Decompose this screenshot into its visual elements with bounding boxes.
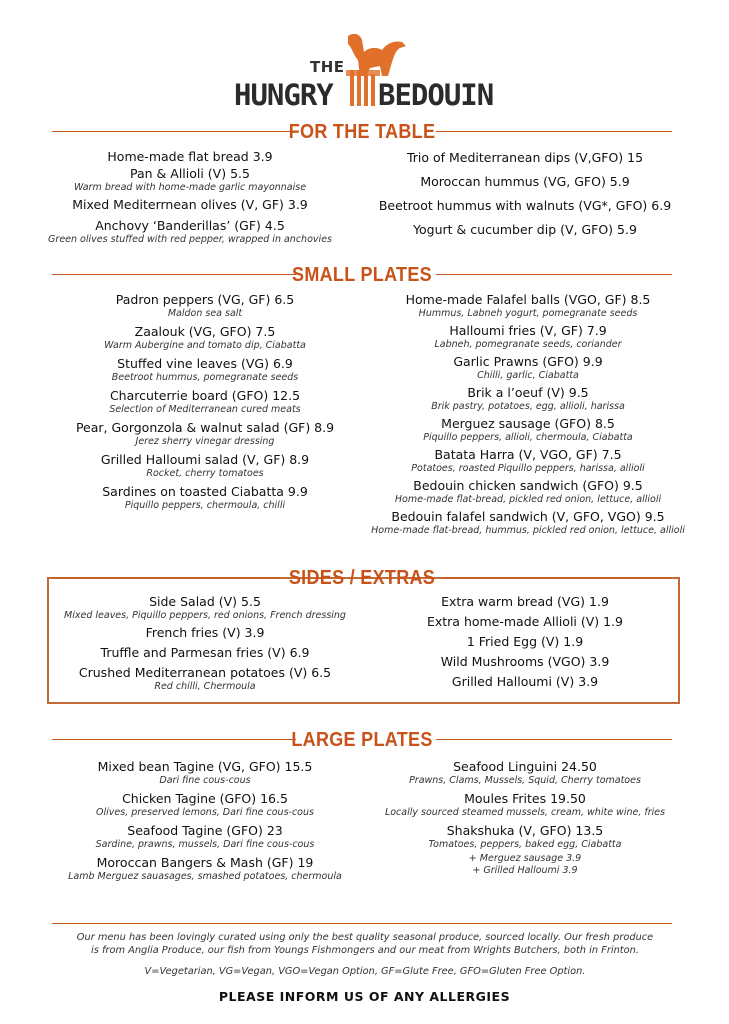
menu-item: Grilled Halloumi (V) 3.9: [451, 674, 599, 689]
small-plates-left: [40, 291, 370, 514]
menu-item: Shakshuka (V, GFO) 13.5: [446, 823, 604, 838]
menu-item-desc: Locally sourced steamed mussels, cream, white wine, fries: [384, 807, 666, 818]
menu-item: Chicken Tagine (GFO) 16.5: [122, 791, 288, 806]
menu-item: Yogurt & cucumber dip (V, GFO) 5.9: [413, 222, 637, 237]
menu-item: Seafood Linguini 24.50: [453, 759, 597, 774]
menu-item-desc: Tomatoes, peppers, baked egg, Ciabatta: [428, 839, 622, 850]
menu-item-desc: Home-made flat-bread, hummus, pickled red onion, lettuce, allioli: [371, 525, 685, 536]
section-title: FOR THE TABLE: [288, 119, 436, 143]
menu-item-desc: Olives, preserved lemons, Dari fine cous-cous: [96, 807, 314, 818]
menu-item: Sardines on toasted Ciabatta 9.9: [102, 484, 308, 499]
menu-item: Batata Harra (V, VGO, GF) 7.5: [434, 447, 622, 462]
menu-item-desc: Green olives stuffed with red pepper, wrapped in anchovies: [48, 234, 332, 245]
menu-item: Padron peppers (VG, GF) 6.5: [115, 292, 295, 307]
menu-item: Pear, Gorgonzola & walnut salad (GF) 8.9: [75, 420, 335, 435]
menu-item-desc: Jerez sherry vinegar dressing: [135, 436, 275, 447]
footer-divider: [52, 923, 672, 924]
menu-item-desc: Brik pastry, potatoes, egg, allioli, harissa: [431, 401, 625, 412]
menu-item: Garlic Prawns (GFO) 9.9: [453, 354, 603, 369]
section-for-the-table: [52, 121, 672, 143]
menu-item-desc: Chilli, garlic, Ciabatta: [477, 370, 579, 381]
menu-item: Mixed bean Tagine (VG, GFO) 15.5: [97, 759, 313, 774]
menu-item: Stuffed vine leaves (VG) 6.9: [117, 356, 293, 371]
section-title: SIDES / EXTRAS: [288, 565, 436, 589]
menu-item: Bedouin chicken sandwich (GFO) 9.5: [413, 478, 643, 493]
menu-item-desc: Hummus, Labneh yogurt, pomegranate seeds: [418, 308, 638, 319]
for-the-table-left: [40, 148, 340, 248]
menu-item: Side Salad (V) 5.5: [149, 594, 261, 609]
menu-item: Wild Mushrooms (VGO) 3.9: [440, 654, 610, 669]
menu-item: Brik a l’oeuf (V) 9.5: [467, 385, 589, 400]
menu-item: Mixed Mediterrnean olives (V, GF) 3.9: [72, 197, 308, 212]
menu-item: Moules Frites 19.50: [464, 791, 586, 806]
section-title: LARGE PLATES: [291, 727, 433, 751]
menu-item-desc: Prawns, Clams, Mussels, Squid, Cherry tomatoes: [409, 775, 641, 786]
logo-hungry: HUNGRY: [234, 78, 333, 112]
menu-item: Zaalouk (VG, GFO) 7.5: [134, 324, 276, 339]
small-plates-right: [360, 291, 696, 539]
menu-item-desc: Sardine, prawns, mussels, Dari fine cous-cous: [95, 839, 315, 850]
menu-item-desc: Labneh, pomegranate seeds, coriander: [434, 339, 622, 350]
sides-right: [370, 593, 680, 693]
menu-item: Halloumi fries (V, GF) 7.9: [449, 323, 607, 338]
menu-item: Grilled Halloumi salad (V, GF) 8.9: [100, 452, 310, 467]
menu-item: Extra home-made Allioli (V) 1.9: [426, 614, 624, 629]
menu-item-desc: Home-made flat-bread, pickled red onion, lettuce, allioli: [394, 494, 662, 505]
menu-item: Bedouin falafel sandwich (V, GFO, VGO) 9.5: [391, 509, 665, 524]
menu-item: Pan & Allioli (V) 5.5: [130, 166, 250, 181]
logo: [230, 30, 500, 112]
menu-item: Moroccan hummus (VG, GFO) 5.9: [420, 174, 630, 189]
footer-legend: V=Vegetarian, VG=Vegan, VGO=Vegan Option, GF=Glute Free, GFO=Gluten Free Option.: [144, 966, 586, 977]
footer-text: [40, 931, 690, 978]
menu-item: Trio of Mediterranean dips (V,GFO) 15: [406, 150, 644, 165]
menu-item: Moroccan Bangers & Mash (GF) 19: [96, 855, 314, 870]
logo-bedouin: BEDOUIN: [378, 78, 494, 112]
menu-item-desc: Beetroot hummus, pomegranate seeds: [111, 372, 299, 383]
addon-item: + Merguez sausage 3.9: [468, 853, 582, 864]
footer-line: is from Anglia Produce, our fish from Youngs Fishmongers and our meat from Wrights Butchers, both in Frinton.: [91, 945, 639, 956]
menu-item: Extra warm bread (VG) 1.9: [441, 594, 609, 609]
menu-item-desc: Maldon sea salt: [167, 308, 243, 319]
menu-item-desc: Piquillo peppers, allioli, chermoula, Ciabatta: [423, 432, 633, 443]
footer-line: Our menu has been lovingly curated using only the best quality seasonal produce, sourced locally. Our fresh produce: [76, 932, 654, 943]
menu-item: Seafood Tagine (GFO) 23: [127, 823, 283, 838]
addon-item: + Grilled Halloumi 3.9: [472, 865, 578, 876]
menu-item-desc: Potatoes, roasted Piquillo peppers, harissa, allioli: [411, 463, 645, 474]
menu-item-desc: Mixed leaves, Piquillo peppers, red onions, French dressing: [64, 610, 346, 621]
menu-item-desc: Warm Aubergine and tomato dip, Ciabatta: [104, 340, 306, 351]
menu-item: Merguez sausage (GFO) 8.5: [441, 416, 615, 431]
logo-the: THE: [310, 58, 345, 76]
menu-item: Truffle and Parmesan fries (V) 6.9: [100, 645, 310, 660]
menu-item: Anchovy ‘Banderillas’ (GF) 4.5: [95, 218, 285, 233]
allergy-notice: PLEASE INFORM US OF ANY ALLERGIES: [218, 989, 511, 1004]
menu-item: Charcuterrie board (GFO) 12.5: [109, 388, 301, 403]
menu-item: French fries (V) 3.9: [145, 625, 265, 640]
menu-item: Home-made Falafel balls (VGO, GF) 8.5: [405, 292, 651, 307]
menu-item: Home-made flat bread 3.9: [107, 149, 273, 164]
sides-left: [50, 593, 360, 695]
menu-item-desc: Red chilli, Chermoula: [154, 681, 256, 692]
menu-item: 1 Fried Egg (V) 1.9: [466, 634, 584, 649]
section-title: SMALL PLATES: [292, 262, 432, 286]
menu-item: Crushed Mediterranean potatoes (V) 6.5: [78, 665, 332, 680]
menu-item: Beetroot hummus with walnuts (VG*, GFO) 6.9: [378, 198, 672, 213]
section-small-plates: [52, 264, 672, 286]
for-the-table-right: [370, 148, 680, 244]
menu-item-desc: Dari fine cous-cous: [159, 775, 251, 786]
large-plates-left: [40, 758, 370, 885]
menu-item-desc: Warm bread with home-made garlic mayonnaise: [73, 182, 307, 193]
section-large-plates: [52, 729, 672, 751]
menu-item-desc: Rocket, cherry tomatoes: [146, 468, 264, 479]
section-sides: [52, 567, 672, 589]
menu-item-desc: Lamb Merguez sauasages, smashed potatoes, chermoula: [68, 871, 342, 882]
menu-item-desc: Selection of Mediterranean cured meats: [109, 404, 301, 415]
menu-item-desc: Piquillo peppers, chermoula, chilli: [124, 500, 286, 511]
large-plates-right: [370, 758, 680, 879]
